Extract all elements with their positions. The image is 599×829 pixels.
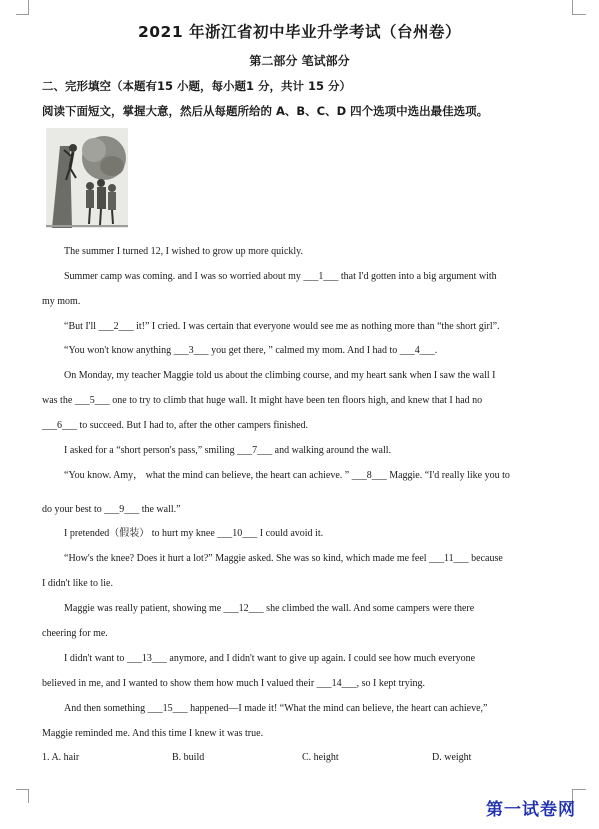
passage-line: cheering for me.: [42, 628, 108, 639]
passage-line: I pretended（假装） to hurt my knee ___10___ I could avoid it.: [64, 528, 324, 539]
page-subtitle: 第二部分 笔试部分: [249, 54, 350, 68]
crop-mark: [28, 0, 29, 15]
option-c: C. height: [302, 752, 339, 763]
passage-line: Summer camp was coming. and I was so worried about my ___1___ that I'd gotten into a big argument with: [64, 271, 497, 282]
passage-line: And then something ___15___ happened—I made it! “What the mind can believe, the heart can achieve,”: [64, 703, 488, 714]
passage-line: “But I'll ___2___ it!” I cried. I was certain that everyone would see me as nothing more than “the short girl”.: [64, 321, 500, 332]
climbing-illustration: [46, 128, 128, 228]
instructions: 阅读下面短文，掌握大意，然后从每题所给的 A、B、C、D 四个选项中选出最佳选项。: [42, 104, 489, 118]
passage-line: my mom.: [42, 296, 81, 307]
crop-mark: [28, 789, 29, 803]
crop-mark: [572, 0, 573, 14]
passage-line: On Monday, my teacher Maggie told us about the climbing course, and my heart sank when I saw the wall I: [64, 370, 496, 381]
passage-line: The summer I turned 12, I wished to grow up more quickly.: [64, 246, 304, 257]
passage-line: “You won't know anything ___3___ you get there, ” calmed my mom. And I had to ___4___.: [64, 345, 438, 356]
option-d: D. weight: [432, 752, 472, 763]
option-a: 1. A. hair: [42, 752, 80, 763]
watermark-logo: 第一试卷网: [486, 800, 576, 820]
option-b: B. build: [172, 752, 205, 763]
passage-line: Maggie reminded me. And this time I knew it was true.: [42, 728, 264, 739]
passage-line: “How's the knee? Does it hurt a lot?” Maggie asked. She was so kind, which made me feel ___11___ because: [64, 553, 503, 564]
section-heading: 二、完形填空（本题有15 小题，每小题1 分，共计 15 分）: [42, 79, 352, 93]
passage-line: I didn't like to lie.: [42, 578, 113, 589]
passage-line: do your best to ___9___ the wall.”: [42, 504, 181, 515]
crop-mark: [572, 789, 586, 790]
passage-line: believed in me, and I wanted to show them how much I valued their ___14___, so I kept trying.: [42, 678, 425, 689]
crop-mark: [572, 14, 586, 15]
crop-mark: [16, 789, 29, 790]
passage-line: ___6___ to succeed. But I had to, after the other campers finished.: [42, 420, 309, 431]
passage-line: “You know. Amy， what the mind can believe, the heart can achieve. ” ___8___ Maggie. “I'd really like you to: [64, 470, 510, 481]
passage-line: I asked for a “short person's pass,” smiling ___7___ and walking around the wall.: [64, 445, 392, 456]
passage-line: I didn't want to ___13___ anymore, and I didn't want to give up again. I could see how much everyone: [64, 653, 476, 664]
passage-line: Maggie was really patient, showing me ___12___ she climbed the wall. And some campers were there: [64, 603, 475, 614]
passage-line: was the ___5___ one to try to climb that huge wall. It might have been ten floors high, and knew that I had no: [42, 395, 483, 406]
crop-mark: [16, 14, 29, 15]
page-title: 2021 年浙江省初中毕业升学考试（台州卷）: [137, 23, 462, 41]
